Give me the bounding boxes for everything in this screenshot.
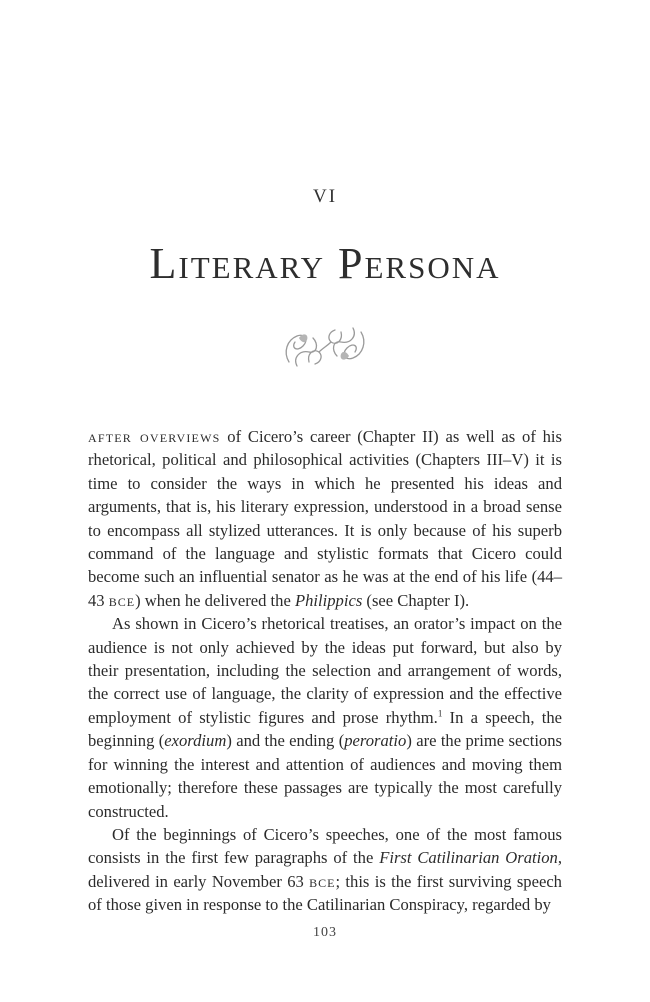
paragraph-2 <box>88 612 562 823</box>
era-abbreviation: bce <box>309 871 336 891</box>
paragraph-text: , delivered in early November 63 <box>88 848 562 891</box>
body-text <box>88 425 562 917</box>
paragraph-text: In a speech, the beginning ( <box>88 707 562 751</box>
paragraph-text: ) are the prime sections for winning the interest and attention of audiences and moving them emotionally; therefore these passages are typically the most carefully constructed. <box>88 731 562 821</box>
paragraph-text: (see Chapter I). <box>362 590 470 610</box>
italic-title: First Catilinarian Oration <box>379 848 558 868</box>
italic-term: exordium <box>164 731 227 751</box>
paragraph-text: ) and the ending ( <box>226 731 345 751</box>
italic-title: Philippics <box>294 590 363 610</box>
paragraph-3 <box>88 823 562 917</box>
paragraph-text: Of the beginnings of Cicero’s speeches, one of the most famous consists in the first few paragraphs of the <box>88 824 562 868</box>
page-number: 103 <box>313 925 337 940</box>
italic-term: peroratio <box>344 731 407 751</box>
paragraph-1 <box>88 425 562 612</box>
paragraph-text: ) when he delivered the <box>135 590 295 610</box>
paragraph-text: of Cicero’s career (Chapter II) as well as of his rhetorical, political and philosophical activities (Chapters III–V) it is time to consider the ways in which he presented his ideas and arguments, that is, his literary expression, understood in a broad sense to encompass all stylized utterances. It is only because of his superb command of the language and stylistic formats that Cicero could become such an influential senator as he was at the end of his life (44–43 <box>88 427 563 610</box>
paragraph-text: As shown in Cicero’s rhetorical treatises, an orator’s impact on the audience is not only achieved by the ideas put forward, but also by their presentation, including the selection and arrangement of words, the correct use of language, the clarity of expression and the effective employment of stylistic figures and prose rhythm. <box>88 614 562 727</box>
opening-small-caps: after overviews <box>88 427 221 446</box>
chapter-number: VI <box>312 186 338 207</box>
era-abbreviation: bce <box>108 590 136 610</box>
footnote-reference[interactable]: 1 <box>437 708 443 719</box>
paragraph-text: ; this is the first surviving speech of those given in response to the Catilinarian Conspiracy, regarded by <box>88 871 562 915</box>
floral-vine-ornament-icon <box>279 322 371 372</box>
chapter-title: Literary Persona <box>149 239 501 288</box>
